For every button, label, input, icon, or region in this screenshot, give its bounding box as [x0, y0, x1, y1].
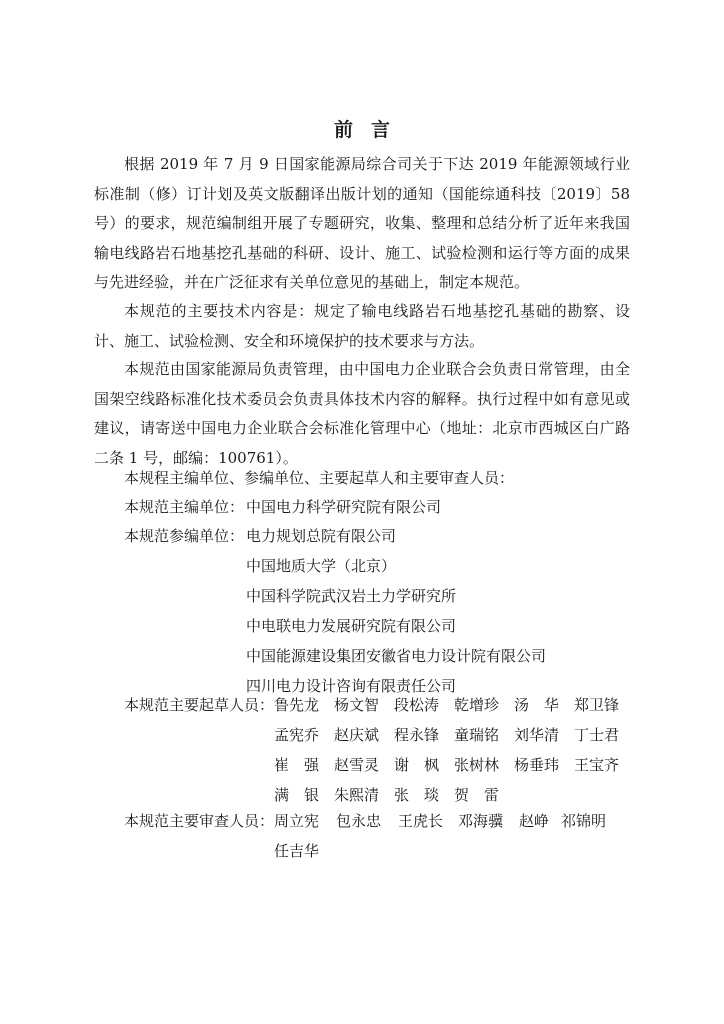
title-char-1: 前	[333, 119, 353, 141]
drafter-name: 张树林	[454, 756, 500, 774]
drafter-name: 段松涛	[394, 696, 440, 714]
drafter-name: 杨文智	[334, 696, 380, 714]
participating-unit: 中国地质大学（北京）	[246, 557, 397, 575]
paragraph-2: 本规范的主要技术内容是：规定了输电线路岩石地基挖孔基础的勘察、设计、施工、试验检测、安全和环境保护的技术要求与方法。	[94, 302, 630, 350]
page-title	[0, 116, 724, 144]
drafter-name: 崔 强	[274, 756, 320, 774]
reviewer-name: 包永忠	[336, 812, 382, 830]
participating-unit: 中国科学院武汉岩土力学研究所	[246, 587, 457, 605]
drafter-name: 赵雪灵	[334, 756, 380, 774]
reviewer-name: 赵峥	[519, 812, 550, 830]
participating-unit-list	[246, 521, 546, 701]
drafter-name: 张 琰	[394, 786, 440, 804]
participating-unit: 四川电力设计咨询有限责任公司	[246, 677, 457, 695]
reviewers-row	[274, 836, 621, 866]
reviewers-grid	[274, 806, 621, 866]
drafter-name: 刘华清	[514, 726, 560, 744]
paragraph-1: 根据 2019 年 7 月 9 日国家能源局综合司关于下达 2019 年能源领域行业标准制（修）订计划及英文版翻译出版计划的通知（国能综通科技〔2019〕58 号）的要求，规范编制组开展了专题研究，收集、整理和总结分析了近年来我国输电线路岩石地基挖孔基础的科研、设计、施工、试验检测和运行等方面的成果与先进经验，并在广泛征求有关单位意见的基础上，制定本规范。	[94, 155, 630, 291]
drafter-name: 鲁先龙	[274, 696, 320, 714]
drafter-name: 丁士君	[574, 726, 620, 744]
drafters-grid	[274, 690, 634, 810]
drafter-name: 程永锋	[394, 726, 440, 744]
drafter-name: 孟宪乔	[274, 726, 320, 744]
chief-unit-label: 本规范主编单位：	[124, 498, 245, 516]
chief-unit: 中国电力科学研究院有限公司	[246, 498, 442, 516]
reviewer-name: 周立宪	[274, 812, 320, 830]
participating-label: 本规范参编单位：	[124, 527, 245, 545]
drafter-name: 赵庆斌	[334, 726, 380, 744]
paragraph-3: 本规范由国家能源局负责管理，由中国电力企业联合会负责日常管理，由全国架空线路标准化技术委员会负责具体技术内容的解释。执行过程中如有意见或建议，请寄送中国电力企业联合会标准化管理中心（地址：北京市西城区白广路二条 1 号，邮编：100761）。	[94, 360, 630, 467]
reviewer-name: 祁锦明	[561, 812, 607, 830]
drafter-name: 谢 枫	[394, 756, 440, 774]
units-intro: 本规程主编单位、参编单位、主要起草人和主要审查人员：	[124, 469, 515, 487]
reviewer-name: 王虎长	[398, 812, 444, 830]
drafters-label: 本规范主要起草人员：	[124, 696, 275, 714]
drafter-name: 贺 雷	[454, 786, 500, 804]
drafters-row	[274, 690, 634, 720]
drafter-name: 王宝齐	[574, 756, 620, 774]
drafter-name: 杨垂玮	[514, 756, 560, 774]
title-char-2: 言	[371, 119, 391, 141]
drafter-name: 乾增珍	[454, 696, 500, 714]
drafter-name: 满 银	[274, 786, 320, 804]
participating-unit: 中电联电力发展研究院有限公司	[246, 617, 457, 635]
participating-unit: 电力规划总院有限公司	[246, 527, 397, 545]
drafters-row	[274, 750, 634, 780]
reviewer-name: 邓海骥	[458, 812, 504, 830]
reviewers-row	[274, 806, 621, 836]
participating-unit: 中国能源建设集团安徽省电力设计院有限公司	[246, 647, 547, 665]
drafter-name: 童瑞铭	[454, 726, 500, 744]
reviewers-label: 本规范主要审查人员：	[124, 812, 275, 830]
drafter-name: 汤 华	[514, 696, 560, 714]
reviewer-name: 任吉华	[274, 842, 320, 860]
drafter-name: 朱熙清	[334, 786, 380, 804]
drafter-name: 郑卫锋	[574, 696, 620, 714]
drafters-row	[274, 720, 634, 750]
